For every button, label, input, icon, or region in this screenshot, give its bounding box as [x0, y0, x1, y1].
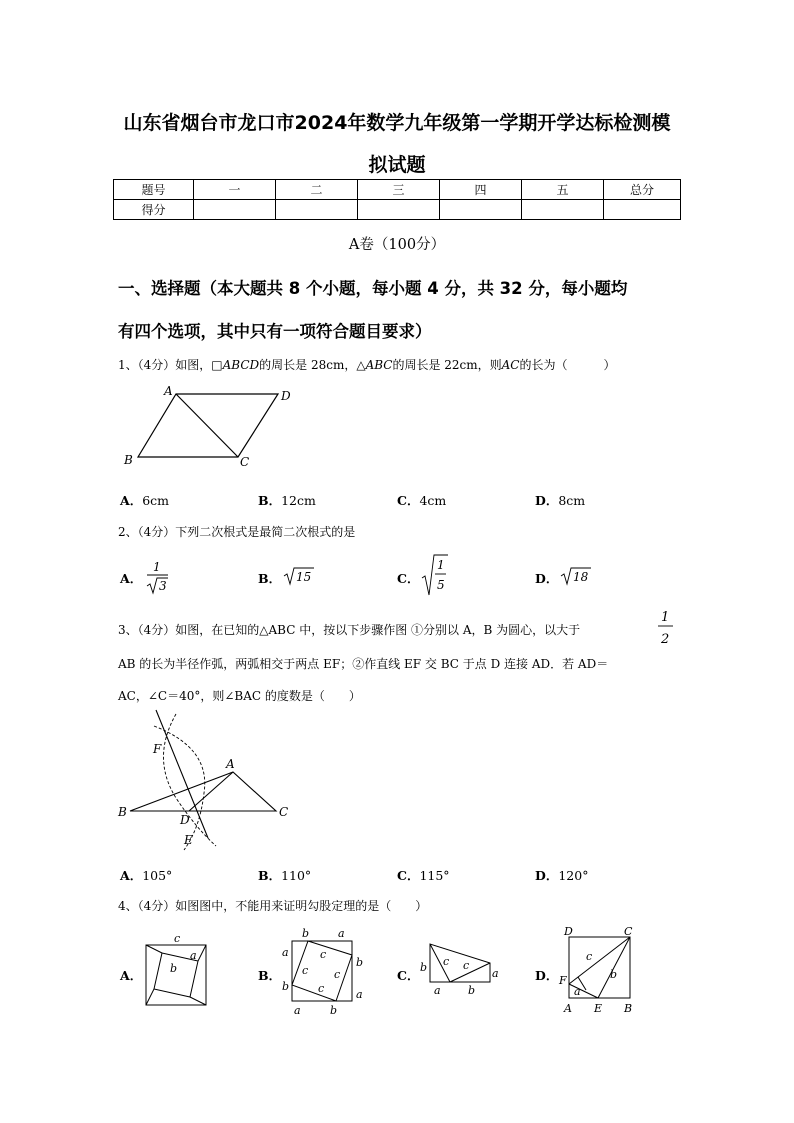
option-b[interactable]: B．110°: [258, 868, 312, 883]
fraction-one-half: [656, 606, 676, 648]
svg-text:a: a: [492, 967, 499, 980]
numerator: 1: [437, 558, 445, 572]
question-3-line3: AC，∠C＝40°，则∠BAC 的度数是（ ）: [118, 689, 361, 703]
point-label: D: [180, 813, 190, 827]
radicand: 15: [296, 570, 312, 584]
sqrt-one-over-5: [420, 552, 450, 598]
math-parallelogram: □ABCD: [211, 358, 260, 372]
point-label: E: [184, 833, 193, 847]
svg-text:a: a: [574, 985, 581, 998]
vertex-label: A: [164, 384, 173, 398]
score-table: [113, 179, 681, 220]
math-segment: AC: [501, 358, 520, 372]
score-input-cell: [604, 200, 681, 220]
score-input-cell: [276, 200, 358, 220]
svg-text:b: b: [282, 980, 290, 993]
option-c[interactable]: C．4cm: [397, 493, 447, 508]
exam-title-line1: 山东省烟台市龙口市2024年数学九年级第一学期开学达标检测模: [123, 112, 671, 134]
dashed-arc: [154, 726, 205, 850]
option-c[interactable]: C．115°: [397, 868, 450, 883]
svg-text:E: E: [594, 1002, 603, 1015]
numerator: 1: [153, 560, 161, 574]
option-a[interactable]: A．: [120, 968, 143, 983]
svg-text:b: b: [468, 984, 476, 997]
svg-text:b: b: [356, 956, 364, 969]
option-a[interactable]: A．: [120, 571, 143, 586]
q3-construction-figure: [116, 708, 301, 858]
q4-figure-b: [278, 924, 368, 1016]
point-label: B: [118, 805, 127, 819]
svg-text:b: b: [610, 968, 618, 981]
svg-text:c: c: [302, 964, 309, 977]
stem-text: 的周长是 28cm，△: [259, 358, 366, 372]
diagonal-ac: [176, 394, 238, 457]
svg-text:c: c: [318, 982, 325, 995]
score-table-header-row: [114, 180, 681, 200]
question-number: 1、（4分）如图，: [118, 358, 212, 372]
svg-text:a: a: [338, 927, 345, 940]
option-d[interactable]: D．: [535, 571, 559, 586]
score-input-cell: [522, 200, 604, 220]
score-cell: 总分: [604, 180, 681, 200]
exam-title-line2: 拟试题: [368, 154, 426, 176]
section-heading-line1: 一、选择题（本大题共 8 个小题，每小题 4 分，共 32 分，每小题均: [118, 279, 628, 298]
option-c[interactable]: C．: [397, 571, 420, 586]
svg-text:c: c: [443, 955, 450, 968]
point-label: C: [279, 805, 289, 819]
svg-text:a: a: [356, 988, 363, 1001]
svg-text:c: c: [334, 968, 341, 981]
svg-text:F: F: [559, 974, 567, 987]
section-heading-line2: 有四个选项，其中只有一项符合题目要求）: [118, 322, 432, 341]
denominator: 5: [437, 578, 445, 592]
score-cell: 题号: [114, 180, 194, 200]
vertex-label: B: [124, 453, 133, 467]
stem-text: 的周长是 22cm，则: [392, 358, 502, 372]
score-cell: 二: [276, 180, 358, 200]
paper-part-heading: A卷（100分）: [348, 237, 446, 253]
vertex-label: C: [240, 455, 250, 469]
svg-text:D: D: [564, 925, 573, 938]
score-cell: 一: [194, 180, 276, 200]
option-d[interactable]: D．: [535, 968, 559, 983]
option-d[interactable]: D．120°: [535, 868, 589, 883]
option-b[interactable]: B．: [258, 571, 282, 586]
svg-text:c: c: [586, 950, 593, 963]
option-d[interactable]: D．8cm: [535, 493, 586, 508]
svg-text:a: a: [294, 1004, 301, 1016]
radicand: 3: [159, 579, 167, 593]
numerator: 1: [661, 610, 670, 625]
score-table-score-row: [114, 200, 681, 220]
q4-figure-a: [140, 928, 210, 1010]
svg-text:B: B: [624, 1002, 633, 1015]
sqrt-18: [559, 564, 595, 588]
question-2-stem: 2、（4分）下列二次根式是最简二次根式的是: [118, 525, 356, 539]
sqrt-15: [282, 564, 318, 588]
triangle-abc: [130, 772, 276, 811]
svg-text:b: b: [330, 1004, 338, 1016]
vertex-label: D: [281, 389, 291, 403]
option-a[interactable]: A．6cm: [120, 493, 170, 508]
denominator: 2: [661, 632, 670, 647]
question-1-stem: [118, 356, 616, 373]
score-input-cell: [440, 200, 522, 220]
option-c[interactable]: C．: [397, 968, 420, 983]
option-b[interactable]: B．12cm: [258, 493, 316, 508]
parallelogram-shape: [138, 394, 278, 457]
score-cell: 五: [522, 180, 604, 200]
svg-text:A: A: [564, 1002, 572, 1015]
q4-figure-c: [416, 936, 506, 998]
side-label: a: [190, 949, 197, 962]
score-input-cell: [358, 200, 440, 220]
dashed-arc: [164, 714, 217, 846]
score-cell: 四: [440, 180, 522, 200]
point-label: A: [226, 757, 235, 771]
option-b[interactable]: B．: [258, 968, 282, 983]
svg-text:b: b: [420, 961, 428, 974]
question-3-line2: AB 的长为半径作弧，两弧相交于两点 EF；②作直线 EF 交 BC 于点 D 连接 AD．若 AD＝: [118, 657, 609, 671]
math-triangle: ABC: [365, 358, 393, 372]
svg-text:C: C: [624, 925, 633, 938]
fraction-one-over-sqrt3: [144, 556, 174, 598]
score-cell: 得分: [114, 200, 194, 220]
question-4-stem: 4、（4分）如图图中，不能用来证明勾股定理的是（ ）: [118, 899, 428, 913]
side-label: c: [174, 932, 181, 945]
option-a[interactable]: A．105°: [120, 868, 173, 883]
svg-text:a: a: [282, 946, 289, 959]
radicand: 18: [573, 570, 589, 584]
segment-ad: [189, 772, 233, 811]
score-input-cell: [194, 200, 276, 220]
stem-text: 的长为（ ）: [519, 358, 616, 372]
q1-parallelogram-figure: [118, 382, 318, 472]
score-cell: 三: [358, 180, 440, 200]
svg-text:b: b: [302, 927, 310, 940]
point-label: F: [153, 742, 162, 756]
svg-text:c: c: [463, 959, 470, 972]
svg-text:a: a: [434, 984, 441, 997]
side-label: b: [170, 962, 178, 975]
question-3-line1: 3、（4分）如图，在已知的△ABC 中，按以下步骤作图 ①分别以 A，B 为圆心，以大于: [118, 623, 581, 637]
svg-text:c: c: [320, 948, 327, 961]
q4-figure-d: [556, 924, 642, 1018]
